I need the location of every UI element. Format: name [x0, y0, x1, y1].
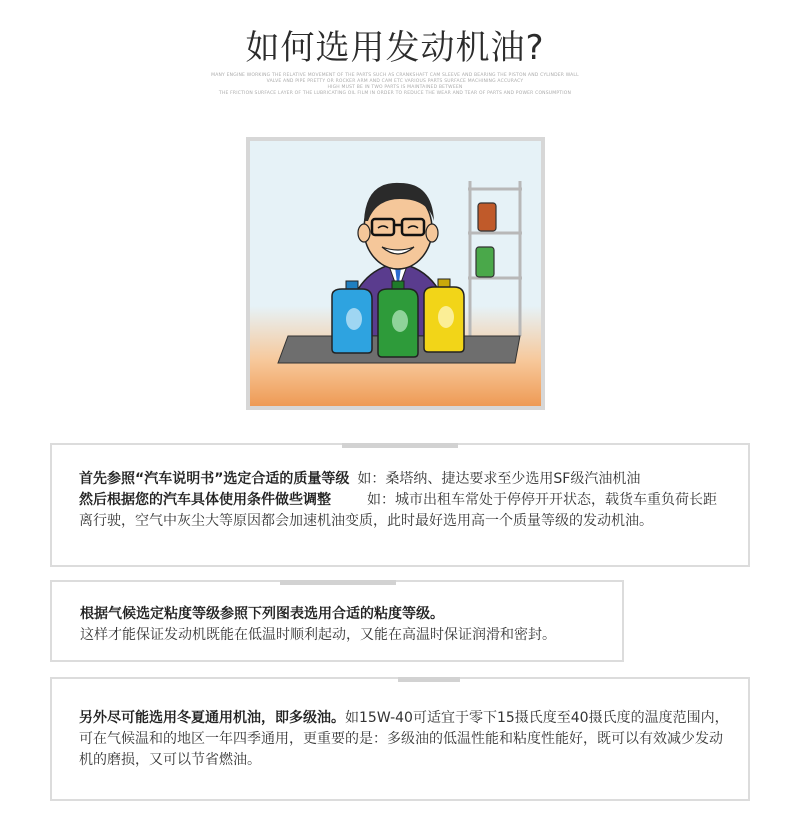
section-tab	[398, 677, 460, 682]
multigrade-oil-heading: 另外尽可能选用冬夏通用机油，即多级油。	[79, 710, 345, 726]
multigrade-oil-section	[50, 677, 750, 801]
yellow-oil-bottle	[424, 279, 464, 352]
viscosity-grade-section	[50, 580, 624, 662]
multigrade-oil-explanation: 如15W-40可适宜于零下15摄氏度至40摄氏度的温度范围内，可在气候温和的地区一年四季通用，更重要的是：多级油的低温性能和粘度性能好，既可以有效减少发动机的磨损，又可以节省燃油。	[79, 710, 729, 768]
section-tab	[280, 580, 396, 585]
multigrade-oil-text	[79, 708, 731, 771]
subtitle-line-3: HIGH MUST BE IN TWO PARTS IS MAINTAINED BETWEEN	[327, 85, 463, 90]
quality-grade-example: 如：桑塔纳、捷达要求至少选用SF级汽油机油	[357, 471, 641, 487]
quality-grade-heading: 首先参照“汽车说明书”选定合适的质量等级	[79, 471, 350, 487]
subtitle-line-4: THE FRICTION SURFACE LAYER OF THE LUBRICATING OIL FILM IN ORDER TO REDUCE THE WEAR AND TEAR OF PARTS AND POWER CONSUMPTION	[218, 91, 572, 96]
green-oil-bottle	[378, 281, 418, 357]
quality-grade-section	[50, 443, 750, 567]
adjustment-example: 如：城市出租车常处于停停开开状态，载货车重负荷长距离行驶，空气中灰尘大等原因都会加速机油变质，此时最好选用高一个质量等级的发动机油。	[79, 492, 717, 529]
adjustment-heading: 然后根据您的汽车具体使用条件做些调整	[79, 492, 331, 508]
illustration-frame	[246, 137, 545, 410]
blue-oil-bottle	[332, 281, 372, 353]
subtitle-line-2: VALVE AND PIPE PRETTY OR ROCKER ARM AND CAM ETC VARIOUS PARTS SURFACE MACHINING ACCURACY	[266, 79, 524, 84]
page-title: 如何选用发动机油?	[245, 28, 545, 68]
man-with-engine-oil-bottles-illustration	[250, 141, 541, 406]
viscosity-grade-heading: 根据气候选定粘度等级参照下列图表选用合适的粘度等级。	[80, 606, 444, 622]
section-tab	[342, 443, 458, 448]
quality-grade-text	[79, 469, 729, 532]
viscosity-grade-text	[80, 604, 610, 646]
viscosity-grade-explanation: 这样才能保证发动机既能在低温时顺利起动，又能在高温时保证润滑和密封。	[80, 627, 556, 643]
subtitle-line-1: MANY ENGINE WORKING THE RELATIVE MOVEMENT OF THE PARTS SUCH AS CRANKSHAFT CAM SLEEVE AND BEARING THE PISTON AND CYLINDER WALL	[211, 73, 579, 78]
